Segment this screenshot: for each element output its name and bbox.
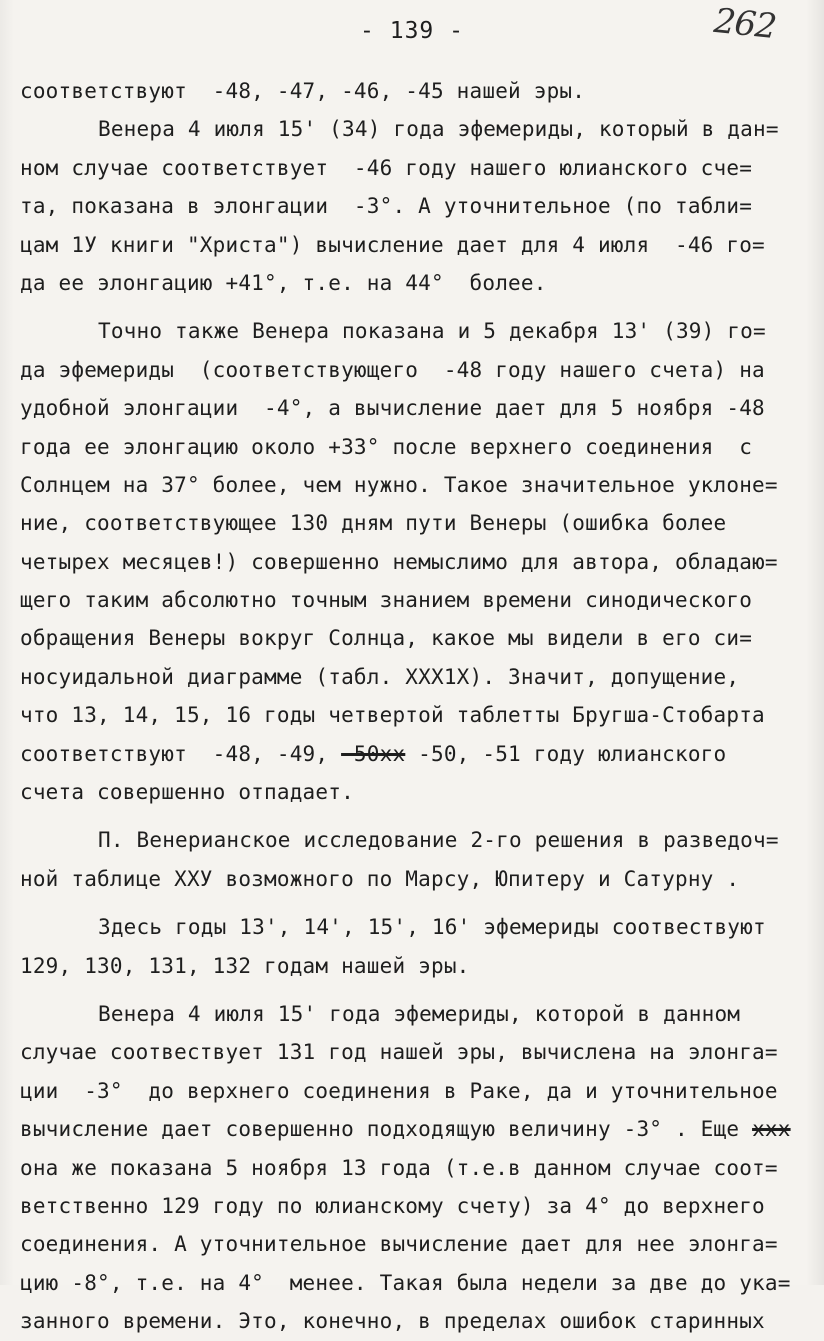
text-line: соединения. А уточнительное вычисление дает для нее элонга= bbox=[20, 1232, 778, 1257]
text-line: цам 1У книги "Христа") вычисление дает для 4 июля -46 го= bbox=[20, 232, 765, 257]
text-line: цию -8°, т.е. на 4° менее. Такая была недели за две до ука= bbox=[20, 1270, 791, 1295]
struck-text: -50хх bbox=[341, 741, 406, 766]
archive-number: 262 bbox=[712, 0, 778, 48]
text-line: занного времени. Это, конечно, в пределах ошибок старинных bbox=[20, 1309, 765, 1334]
text-line: да эфемериды (соответствующего -48 году нашего счета) на bbox=[20, 357, 765, 382]
text-line: щего таким абсолютно точным знанием времени синодического bbox=[20, 588, 753, 613]
text-line: та, показана в элонгации -3°. А уточнительное (по табли= bbox=[20, 194, 753, 219]
text-line: что 13, 14, 15, 16 годы четвертой таблетты Бругша-Стобарта bbox=[20, 703, 765, 728]
text-line: четырех месяцев!) совершенно немыслимо для автора, обладаю= bbox=[20, 549, 778, 574]
text-line: удобной элонгации -4°, а вычисление дает для 5 ноября -48 bbox=[20, 396, 765, 421]
text-line: Здесь годы 13', 14', 15', 16' эфемериды соотвествуют bbox=[98, 915, 766, 940]
text-line: она же показана 5 ноября 13 года (т.е.в данном случае соот= bbox=[20, 1155, 778, 1180]
text-line: ции -3° до верхнего соединения в Раке, да и уточнительное bbox=[20, 1078, 778, 1103]
text-line: 129, 130, 131, 132 годам нашей эры. bbox=[20, 953, 470, 978]
text-line: случае соотвествует 131 год нашей эры, вычислена на элонга= bbox=[20, 1040, 778, 1065]
text-line: Венера 4 июля 15' года эфемериды, которой в данном bbox=[98, 1001, 741, 1026]
text-line: Точно также Венера показана и 5 декабря 13' (39) го= bbox=[98, 319, 766, 344]
text-line: соответствуют -48, -49, -50хх -50, -51 году юлианского bbox=[20, 741, 727, 766]
text-line: ние, соответствующее 130 дням пути Венеры (ошибка более bbox=[20, 511, 727, 536]
document-body bbox=[20, 72, 810, 1341]
text-line: счета совершенно отпадает. bbox=[20, 780, 354, 805]
text-line: вычисление дает совершенно подходящую величину -3° . Еще xxx bbox=[20, 1117, 791, 1142]
text-line: ветственно 129 году по юлианскому счету) за 4° до верхнего bbox=[20, 1193, 765, 1218]
text-line: Венера 4 июля 15' (34) года эфемериды, который в дан= bbox=[98, 117, 779, 142]
text-line: да ее элонгацию +41°, т.е. на 44° более. bbox=[20, 270, 547, 295]
page-number: - 139 - bbox=[360, 18, 464, 44]
text-line: соответствуют -48, -47, -46, -45 нашей эры. bbox=[20, 79, 586, 103]
text-line: ном случае соответствует -46 году нашего юлианского сче= bbox=[20, 155, 753, 180]
text-line: Солнцем на 37° более, чем нужно. Такое значительное уклоне= bbox=[20, 472, 778, 497]
struck-text: xxx bbox=[752, 1117, 791, 1142]
text-line: обращения Венеры вокруг Солнца, какое мы видели в его си= bbox=[20, 626, 753, 651]
text-line: года ее элонгацию около +33° после верхнего соединения с bbox=[20, 434, 753, 459]
text-line: П. Венерианское исследование 2-го решения в разведоч= bbox=[98, 828, 779, 853]
text-line: носуидальной диаграмме (табл. XXX1X). Значит, допущение, bbox=[20, 664, 740, 689]
text-line: ной таблице XXУ возможного по Марсу, Юпитеру и Сатурну . bbox=[20, 866, 740, 891]
